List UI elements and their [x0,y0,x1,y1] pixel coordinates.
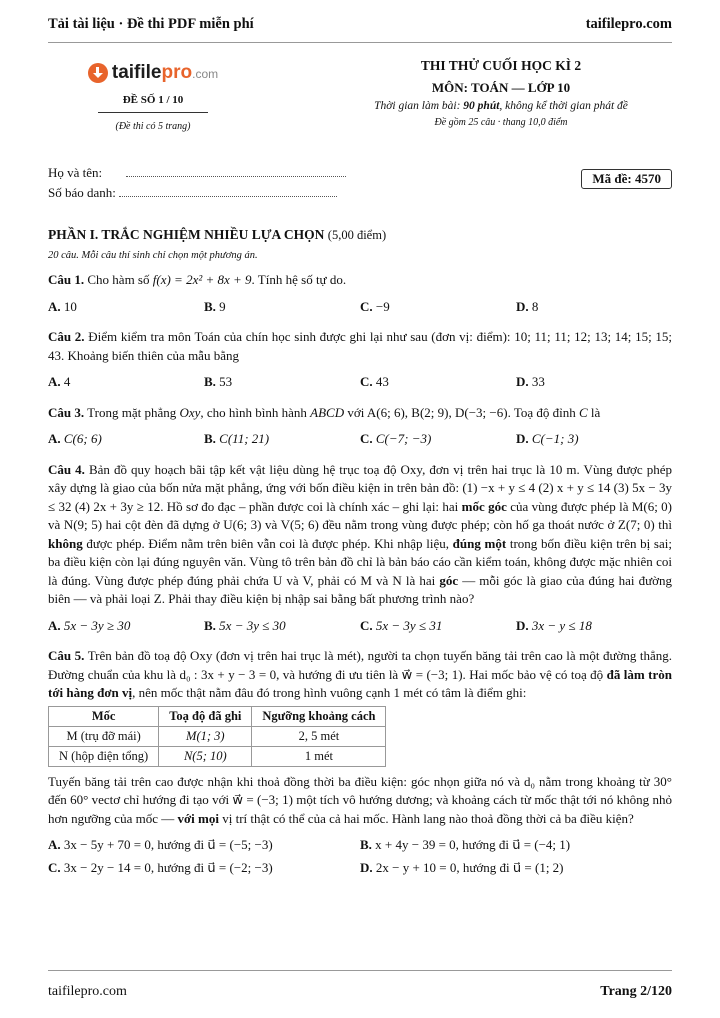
option[interactable]: A. 5x − 3y ≥ 30 [48,617,131,633]
logo-name: taifile [111,62,162,83]
question-5-options-row2 [48,859,672,878]
page-number: Trang 2/120 [600,984,672,999]
download-icon [88,63,108,83]
option[interactable]: C. −9 [360,298,390,314]
logo-pro: pro [161,62,193,83]
exam-time: Thời gian làm bài: 90 phút, không kể thời gian phát đề [374,100,628,112]
header-left-text: Tải tài liệu · Đề thi PDF miễn phí [48,15,254,32]
option[interactable]: B. 53 [204,374,233,389]
question-2: Câu 2. Điểm kiểm tra môn Toán của chín học sinh được ghi lại như sau (đơn vị: điểm): 10; 11; 11; 12; 13; 14; 15; 15; 43. Khoảng biến thiên của mẫu bằng [48,329,673,363]
name-blank [126,165,346,177]
question-5: Câu 5. Trên bản đồ toạ độ Oxy (đơn vị trên hai trục là mét), người ta chọn tuyến băng tải trên cao là một đường thẳng. Đường chuẩn của khu là d₀ : 3x + y − 3 = 0, và hướng đi ưu tiên là w⃗ = (−3; 1). Hai mốc bảo vệ có toạ độ đã làm tròn tới hàng đơn vị, nên mốc thật nằm đâu đó trong hình vuông cạnh 1 mét có tâm là điểm ghi: [48,648,673,700]
question-3-options [48,430,672,449]
header-divider [48,42,672,43]
exam-title: THI THỬ CUỐI HỌC KÌ 2 [420,58,582,73]
question-1: Câu 1. Cho hàm số f(x) = 2x² + 8x + 9. Tính hệ số tự do. [48,272,347,287]
exam-content [48,226,672,877]
table-row: N (hộp điện tổng) N(5; 10) 1 mét [49,746,386,766]
student-info [48,163,346,203]
option[interactable]: D. 33 [516,374,545,389]
logo-com: .com [192,67,219,81]
option[interactable]: D. 3x − y ≤ 18 [516,617,592,633]
option[interactable]: A. 10 [48,298,77,314]
site-logo[interactable] [48,58,258,88]
exam-header-right [330,58,672,128]
question-5-conditions: Tuyến băng tải trên cao được nhận khi thoả đồng thời ba điều kiện: góc nhọn giữa nó và d₀ nằm trong khoảng từ 30° đến 60° vectơ chỉ hướng đi tạo với w⃗ = (−3; 1) một tích vô hướng dương; và khoảng cách từ mốc thật tới nó không nhỏ hơn ngưỡng của mốc — với mọi vị trí thật có thể của cả hai mốc. Hành lang nào thoả đồng thời cả ba điều kiện? [48,773,672,826]
footer-divider [48,970,672,971]
id-label: Số báo danh: [48,185,116,200]
header-site-link[interactable]: taifilepro.com [585,15,672,32]
table-header: Ngưỡng khoảng cách [252,706,386,726]
option[interactable]: B. C(11; 21) [204,431,270,446]
option[interactable]: D. 8 [516,298,539,314]
table-row: M (trụ đỡ mái) M(1; 3) 2, 5 mét [49,726,386,746]
exam-header-left [48,58,258,132]
exam-number-divider [98,112,208,113]
option[interactable]: D. 2x − y + 10 = 0, hướng đi u⃗ = (1; 2) [360,859,564,875]
option[interactable]: B. 5x − 3y ≤ 30 [204,617,286,633]
part-note: 20 câu. Mỗi câu thí sinh chỉ chọn một phương án. [48,249,258,261]
option[interactable]: D. C(−1; 3) [516,431,579,446]
exam-number: ĐỀ SỐ 1 / 10 [122,94,184,106]
option[interactable]: C. 5x − 3y ≤ 31 [360,617,443,633]
question-1-options [48,298,672,317]
question-3: Câu 3. Trong mặt phẳng Oxy, cho hình bình hành ABCD với A(6; 6), B(2; 9), D(−3; −6). Toạ độ đỉnh C là [48,404,601,420]
option[interactable]: C. C(−7; −3) [360,431,432,446]
option[interactable]: A. 3x − 5y + 70 = 0, hướng đi u⃗ = (−5; −3) [48,837,273,852]
question-4-options [48,617,672,636]
landmark-table [48,706,386,767]
footer-site-link[interactable]: taifilepro.com [48,984,127,999]
page-count-note: (Đề thi có 5 trang) [115,121,191,132]
part-title: PHẦN I. TRẮC NGHIỆM NHIỀU LỰA CHỌN (5,00 điểm) [48,227,387,242]
exam-code-box: Mã đề: 4570 [581,169,672,189]
page-footer [48,984,672,1000]
option[interactable]: C. 3x − 2y − 14 = 0, hướng đi u⃗ = (−2; −3) [48,859,273,875]
table-header: Mốc [49,706,159,726]
page-header [48,12,672,36]
option[interactable]: B. x + 4y − 39 = 0, hướng đi u⃗ = (−4; 1) [360,837,571,852]
option[interactable]: A. C(6; 6) [48,431,102,446]
question-2-options [48,373,672,392]
option[interactable]: B. 9 [204,298,226,314]
question-4: Câu 4. Bản đồ quy hoạch bãi tập kết vật liệu dùng hệ trục toạ độ Oxy, đơn vị trên hai trục là 10 m. Vùng được phép xây dựng là giao của bốn nửa mặt phẳng, ứng với bốn điều kiện in trên bản đồ: (1) −x + y ≤ 4 (2) x + y ≤ 14 (3) 5x − 3y ≤ 32 (4) 2x + 3y ≥ 12. Hồ sơ đo đạc – phần được coi là chính xác – ghi lại: hai mốc góc của vùng được phép là M(6; 0) và N(9; 5) hai cột đèn đã dựng ở U(6; 3) và V(5; 6) đều nằm trong vùng được phép; còn hố ga thoát nước ở Z(7; 0) thì không được phép. Điểm nằm trên biên vẫn coi là được phép. Khi nhập liệu, đúng một trong bốn điều kiện trên bị sai; ba điều kiện còn lại đúng nguyên văn. Vùng tô trên bản đồ chỉ là bản báo cáo cần kiểm toán, không được mặc nhiên coi là đúng. Vùng được phép đúng phải chứa U và V, phải có M và N là hai góc — mỗi góc là giao của đúng hai đường biên — và phải loại Z. Phải thay điều kiện bị nhập sai bằng bất phương trình nào? [48,461,673,606]
exam-info: Đề gồm 25 câu · thang 10,0 điểm [434,117,568,128]
id-blank [119,185,337,197]
name-label: Họ và tên: [48,165,103,180]
table-header: Toạ độ đã ghi [159,706,252,726]
option[interactable]: A. 4 [48,374,71,389]
question-5-options-row1 [48,836,672,855]
option[interactable]: C. 43 [360,374,389,389]
exam-subject: MÔN: TOÁN — LỚP 10 [431,80,571,95]
